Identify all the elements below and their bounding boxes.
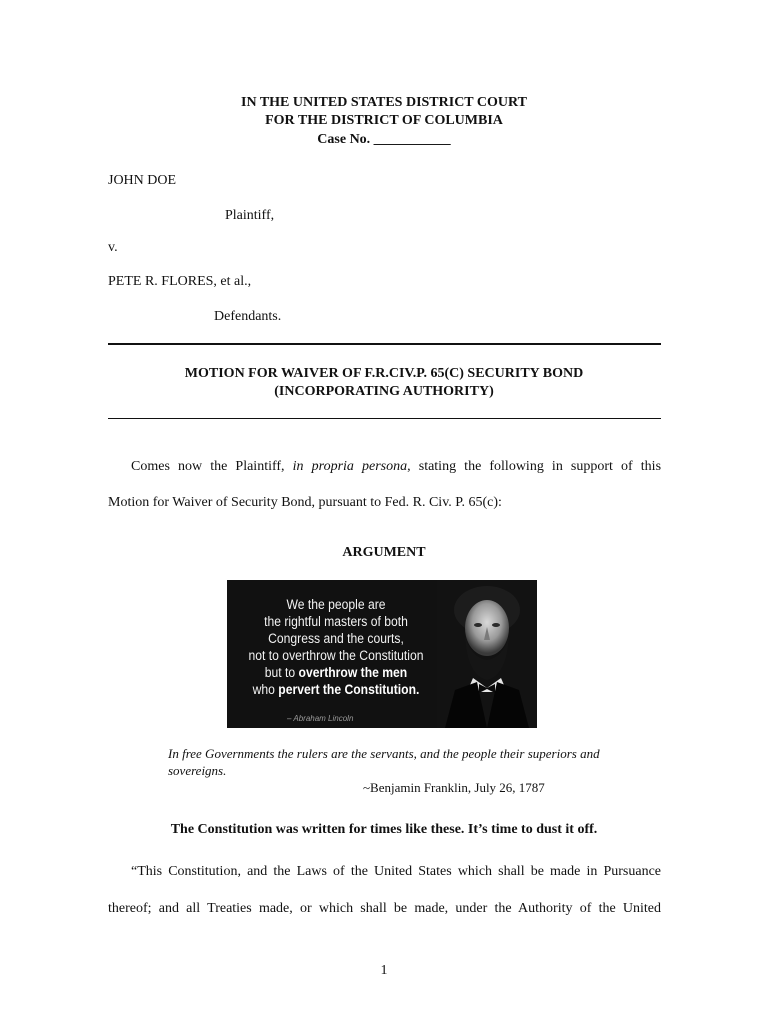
in-propria-persona: in propria persona [292,459,408,474]
title-bottom-rule [108,418,661,419]
motion-title: MOTION FOR WAIVER OF F.R.CIV.P. 65(C) SECURITY BOND [184,366,584,381]
lincoln-quote-image [227,580,537,728]
plaintiff-name: JOHN DOE [108,173,177,188]
lincoln-attribution: – Abraham Lincoln [287,714,354,723]
page-number: 1 [380,963,388,978]
lincoln-portrait-image [437,580,537,728]
defendant-name: PETE R. FLORES, et al., [108,274,252,289]
constitution-subheading: The Constitution was written for times like these. It’s time to dust it off. [170,822,598,837]
versus: v. [108,240,118,255]
court-name: IN THE UNITED STATES DISTRICT COURT [241,95,527,110]
body-line-1: “This Constitution, and the Laws of the United States which shall be made in Pursuance [131,864,661,879]
defendant-role: Defendants. [214,309,282,324]
argument-heading: ARGUMENT [342,545,426,560]
plaintiff-role: Plaintiff, [225,208,275,223]
intro-line-1: Comes now the Plaintiff, in propria persona, stating the following in support of this [131,459,662,474]
court-district: FOR THE DISTRICT OF COLUMBIA [265,113,503,128]
body-line-2: thereof; and all Treaties made, or which shall be made, under the Authority of the United [108,901,661,916]
motion-subtitle: (INCORPORATING AUTHORITY) [274,384,494,399]
intro-line-2: Motion for Waiver of Security Bond, pursuant to Fed. R. Civ. P. 65(c): [108,495,502,510]
franklin-quote: In free Governments the rulers are the servants, and the people their superiors and sovereigns. [168,746,600,778]
lincoln-quote-text: We the people are the rightful masters of both Congress and the courts, not to overthrow the Constitution but to overthrow the men who pervert the Constitution. [248,597,424,697]
case-number: Case No. ___________ [317,132,451,147]
title-top-rule [108,343,661,345]
franklin-attribution: ~Benjamin Franklin, July 26, 1787 [363,780,545,795]
